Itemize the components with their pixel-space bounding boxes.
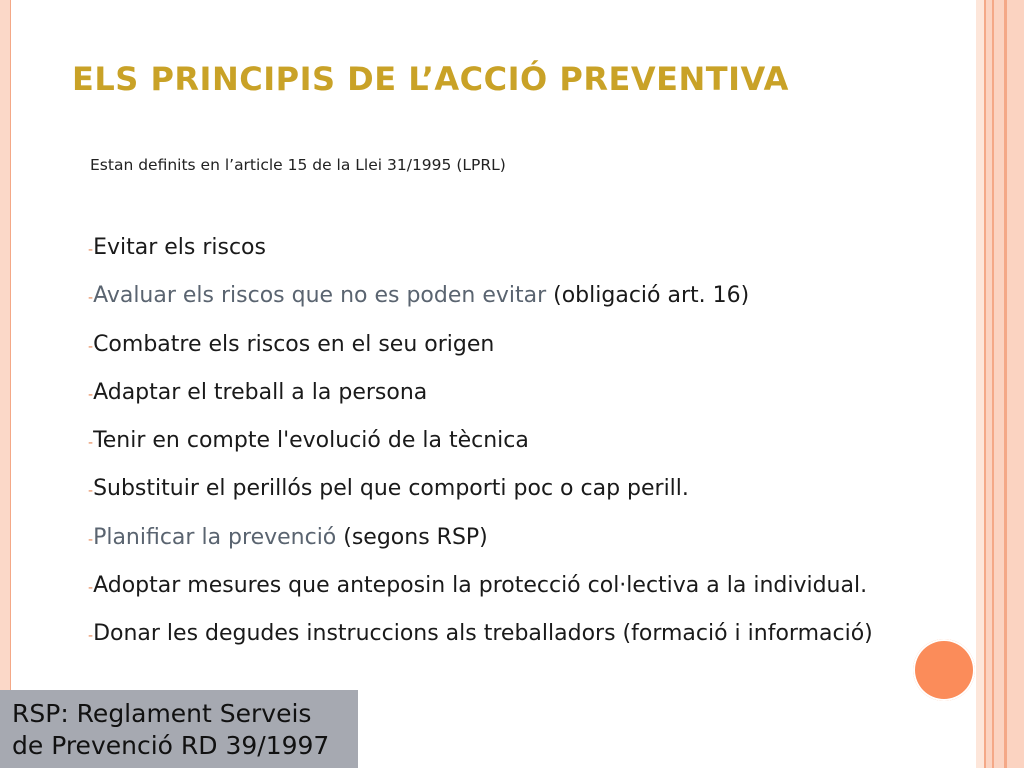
item-text: Substituir el perillós pel que comporti poc o cap perill. (93, 476, 689, 502)
intro-text: Estan definits en l’article 15 de la Llei 31/1995 (LPRL) (90, 156, 506, 174)
list-item (88, 563, 873, 611)
footnote-box (0, 690, 358, 768)
right-decorative-stripe (976, 0, 984, 768)
list-item (88, 466, 873, 514)
item-text: Adoptar mesures que anteposin la protecció col·lectiva a la individual. (93, 573, 868, 599)
list-item (88, 418, 873, 466)
item-text: Adaptar el treball a la persona (93, 379, 428, 405)
list-item (88, 322, 873, 370)
list-item (88, 515, 873, 563)
item-text: Combatre els riscos en el seu origen (93, 331, 495, 357)
bullet-dash: - (88, 435, 94, 452)
bullet-dash: - (88, 290, 94, 307)
list-item (88, 225, 873, 273)
bullet-dash: - (88, 386, 94, 403)
bullet-dash: - (88, 628, 94, 645)
left-decorative-line (10, 0, 11, 768)
left-decorative-stripe (0, 0, 10, 768)
item-extra: (obligació art. 16) (546, 283, 750, 309)
item-text: Tenir en compte l'evolució de la tècnica (93, 428, 529, 454)
list-item (88, 611, 873, 659)
footnote-line: RSP: Reglament Serveis (12, 699, 312, 728)
item-extra: (segons RSP) (336, 524, 488, 550)
bullet-dash: - (88, 242, 94, 258)
item-text: Avaluar els riscos que no es poden evitar (93, 283, 547, 309)
bullet-dash: - (88, 531, 94, 548)
list-item (88, 273, 873, 321)
principles-list (88, 225, 873, 660)
list-item (88, 370, 873, 418)
footnote-line: de Prevenció RD 39/1997 (12, 731, 330, 760)
bullet-dash: - (88, 580, 94, 597)
item-extra: (formació i informació) (615, 621, 873, 647)
item-text: Donar les degudes instruccions als treballadors (93, 621, 616, 647)
right-decorative-stripe (994, 0, 1004, 768)
bullet-dash: - (88, 483, 94, 500)
bullet-dash: - (88, 338, 94, 355)
decorative-circle (913, 639, 975, 701)
item-text: Evitar els riscos (93, 235, 266, 260)
slide-title: ELS PRINCIPIS DE L’ACCIÓ PREVENTIVA (72, 60, 789, 98)
right-decorative-stripe (1007, 0, 1024, 768)
item-text: Planificar la prevenció (93, 524, 337, 550)
